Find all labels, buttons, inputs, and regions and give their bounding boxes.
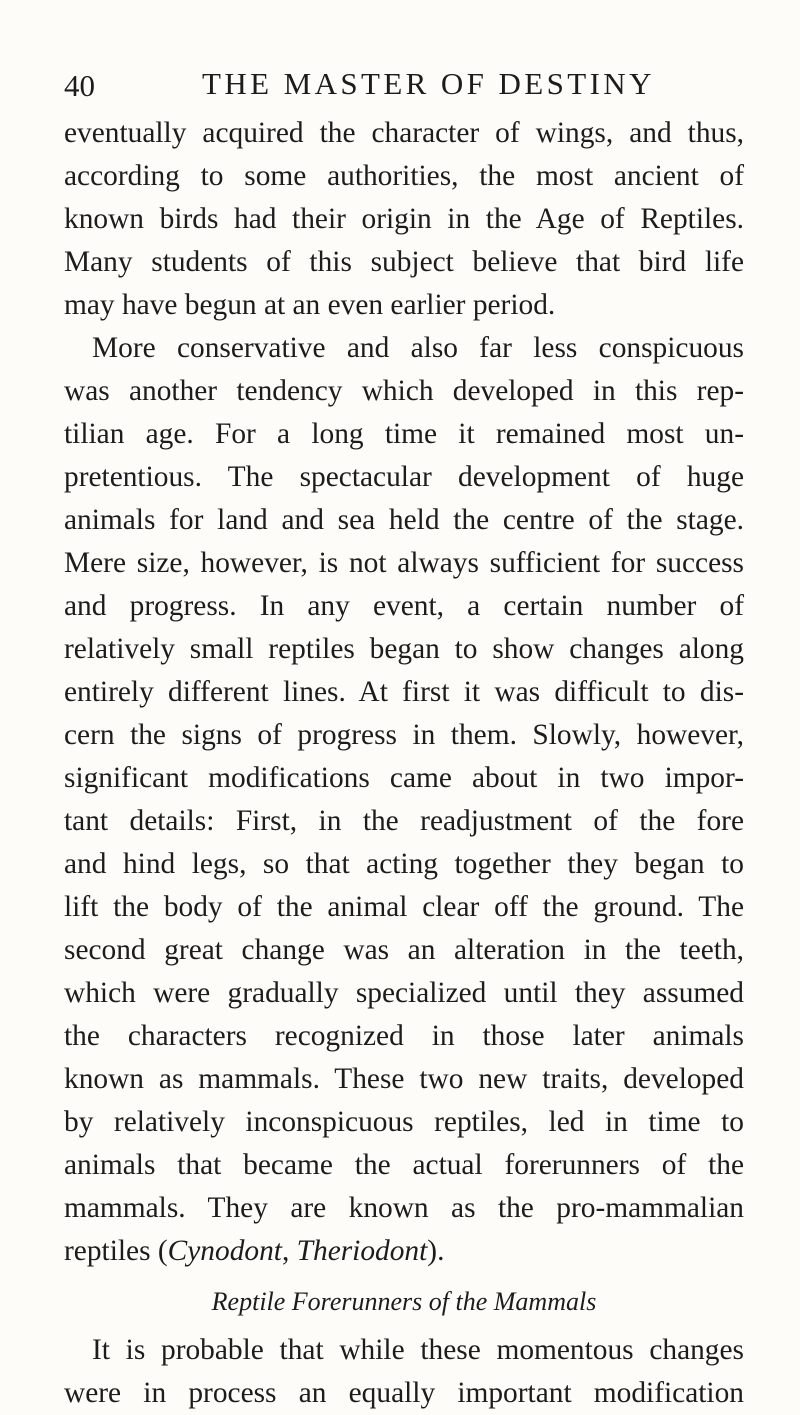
text-line: animals that became the actual forerunners of the xyxy=(64,1149,744,1181)
text-line-with-italics xyxy=(64,1230,744,1273)
text-line: and progress. In any event, a certain number of xyxy=(64,590,744,622)
text-line: second great change was an alteration in the teeth, xyxy=(64,934,744,966)
text-line: lift the body of the animal clear off the ground. The xyxy=(64,891,744,923)
text-run: reptiles ( xyxy=(64,1235,168,1267)
text-line: eventually acquired the character of wings, and thus, xyxy=(64,117,744,149)
running-head: THE MASTER OF DESTINY xyxy=(202,66,655,101)
body-text xyxy=(64,112,744,1415)
paragraph-first-line: It is probable that while these momentous changes xyxy=(92,1334,744,1366)
text-line: the characters recognized in those later animals xyxy=(64,1020,744,1052)
text-line: was another tendency which developed in this rep- xyxy=(64,375,744,407)
text-line: according to some authorities, the most ancient of xyxy=(64,160,744,192)
text-line: mammals. They are known as the pro-mammalian xyxy=(64,1192,744,1224)
paragraph-first-line: More conservative and also far less conspicuous xyxy=(92,332,744,364)
text-line: by relatively inconspicuous reptiles, led in time to xyxy=(64,1106,744,1138)
text-line: cern the signs of progress in them. Slowly, however, xyxy=(64,719,744,751)
text-line: tant details: First, in the readjustment of the fore xyxy=(64,805,744,837)
text-line: known birds had their origin in the Age of Reptiles. xyxy=(64,203,744,235)
text-line: pretentious. The spectacular development of huge xyxy=(64,461,744,493)
text-line: entirely different lines. At first it was difficult to dis- xyxy=(64,676,744,708)
section-subheading: Reptile Forerunners of the Mammals xyxy=(211,1287,597,1316)
text-line: Many students of this subject believe that bird life xyxy=(64,246,744,278)
italic-term: Cynodont xyxy=(167,1235,282,1267)
text-line: were in process an equally important modification xyxy=(64,1377,744,1409)
text-line: known as mammals. These two new traits, developed xyxy=(64,1063,744,1095)
text-line: animals for land and sea held the centre of the stage. xyxy=(64,504,744,536)
italic-term: Theriodont xyxy=(296,1235,428,1267)
page-number: 40 xyxy=(64,68,95,103)
text-run: , xyxy=(281,1235,297,1267)
text-line: significant modifications came about in two impor- xyxy=(64,762,744,794)
page-header xyxy=(64,62,744,106)
text-run: ). xyxy=(427,1235,445,1267)
text-line: may have begun at an even earlier period. xyxy=(64,289,556,321)
text-line: Mere size, however, is not always sufficient for success xyxy=(64,547,744,579)
text-line: and hind legs, so that acting together they began to xyxy=(64,848,744,880)
text-line: which were gradually specialized until they assumed xyxy=(64,977,744,1009)
text-line: relatively small reptiles began to show changes along xyxy=(64,633,744,665)
text-line: tilian age. For a long time it remained most un- xyxy=(64,418,744,450)
